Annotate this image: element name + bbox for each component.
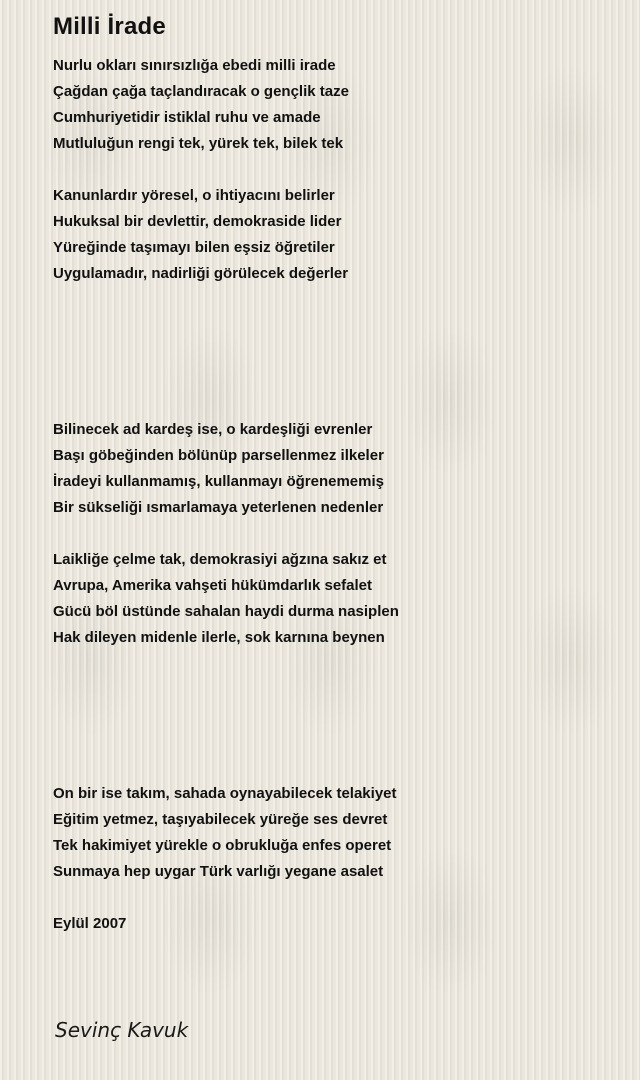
poem-line: Nurlu okları sınırsızlığa ebedi milli irade bbox=[53, 57, 336, 74]
poem-line: Tek hakimiyet yürekle o obrukluğa enfes operet bbox=[53, 837, 392, 854]
poem-line: Hak dileyen midenle ilerle, sok karnına beynen bbox=[53, 629, 385, 646]
poem-line: Eğitim yetmez, taşıyabilecek yüreğe ses devret bbox=[53, 811, 388, 828]
stanza-spacer bbox=[53, 521, 613, 547]
poem-container bbox=[53, 12, 613, 937]
stanza-3 bbox=[53, 417, 613, 521]
poem-date: Eylül 2007 bbox=[53, 915, 127, 932]
poem-line: Çağdan çağa taçlandıracak o gençlik taze bbox=[53, 83, 349, 100]
poem-line: Mutluluğun rengi tek, yürek tek, bilek tek bbox=[53, 135, 344, 152]
poem-line: Sunmaya hep uygar Türk varlığı yegane asalet bbox=[53, 863, 384, 880]
poem-line: İradeyi kullanmamış, kullanmayı öğrenememiş bbox=[53, 473, 384, 490]
poem-line: Avrupa, Amerika vahşeti hükümdarlık sefalet bbox=[53, 577, 373, 594]
poem-line: Başı göbeğinden bölünüp parsellenmez ilkeler bbox=[53, 447, 384, 464]
stanza-spacer bbox=[53, 157, 613, 183]
poem-line: Hukuksal bir devlettir, demokraside lider bbox=[53, 213, 342, 230]
poem-line: Cumhuriyetidir istiklal ruhu ve amade bbox=[53, 109, 321, 126]
poem-title: Milli İrade bbox=[53, 13, 166, 40]
poem-line: Laikliğe çelme tak, demokrasiyi ağzına sakız et bbox=[53, 551, 387, 568]
poem-line: On bir ise takım, sahada oynayabilecek telakiyet bbox=[53, 785, 397, 802]
author-signature: Sevinç Kavuk bbox=[55, 1018, 189, 1042]
stanza-5 bbox=[53, 781, 613, 885]
stanza-1 bbox=[53, 53, 613, 157]
stanza-2 bbox=[53, 183, 613, 287]
section-spacer bbox=[53, 651, 613, 781]
poem-line: Yüreğinde taşımayı bilen eşsiz öğretiler bbox=[53, 239, 335, 256]
poem-line: Kanunlardır yöresel, o ihtiyacını belirler bbox=[53, 187, 335, 204]
stanza-spacer bbox=[53, 885, 613, 911]
section-spacer bbox=[53, 287, 613, 417]
poem-line: Uygulamadır, nadirliği görülecek değerler bbox=[53, 265, 349, 282]
stanza-4 bbox=[53, 547, 613, 651]
poem-line: Bilinecek ad kardeş ise, o kardeşliği evrenler bbox=[53, 421, 373, 438]
poem-line: Bir sükseliği ısmarlamaya yeterlenen nedenler bbox=[53, 499, 384, 516]
poem-line: Gücü böl üstünde sahalan haydi durma nasiplen bbox=[53, 603, 399, 620]
